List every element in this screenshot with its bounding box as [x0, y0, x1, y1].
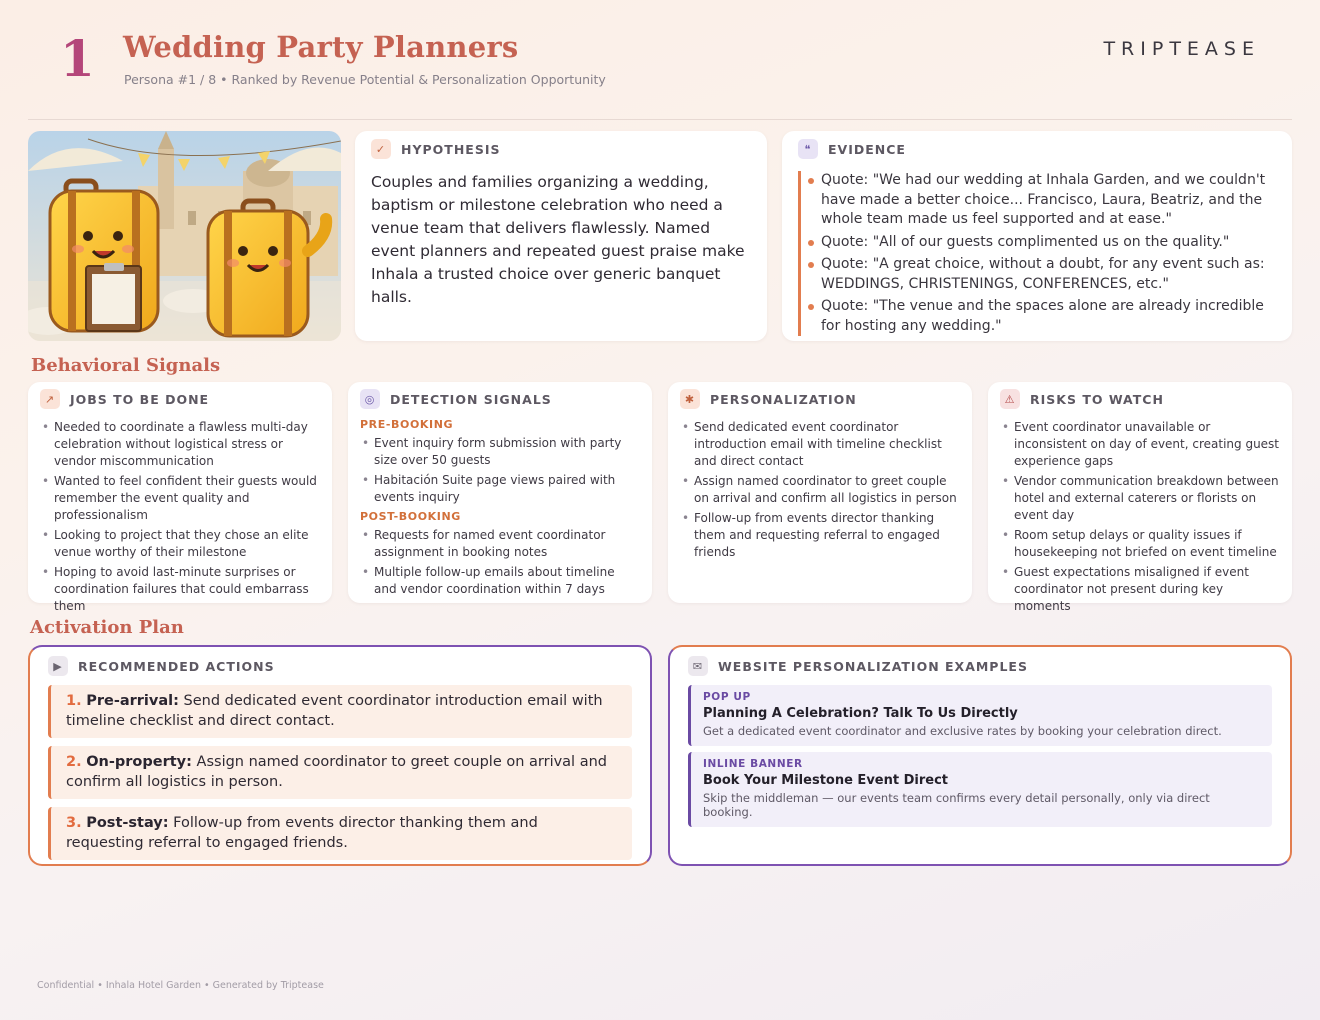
actions-heading: ▶ RECOMMENDED ACTIONS	[48, 656, 632, 676]
quote-icon: ❝	[798, 139, 818, 159]
jobs-list	[40, 419, 320, 615]
personalization-heading: ✱ PERSONALIZATION	[680, 389, 960, 409]
evidence-card	[782, 131, 1292, 341]
pre-booking-label: PRE-BOOKING	[360, 418, 454, 431]
personalization-list	[680, 419, 960, 561]
page-subtitle: Persona #1 / 8 • Ranked by Revenue Potential & Personalization Opportunity	[124, 72, 606, 87]
web-example	[688, 752, 1272, 827]
hypothesis-card	[355, 131, 767, 341]
brand-logo: TRIPTEASE	[1103, 38, 1260, 60]
envelope-icon: ✉	[688, 656, 708, 676]
evidence-heading: ❝ EVIDENCE	[798, 139, 1276, 159]
hypothesis-text: Couples and families organizing a wedding, baptism or milestone celebration who need a venue team that delivers flawlessly. Named event planners and repeated guest praise make Inhala a trusted choice over generic banquet halls.	[371, 173, 745, 306]
risks-heading: ⚠ RISKS TO WATCH	[1000, 389, 1280, 409]
list-item: • Guest expectations misaligned if event coordinator not present during key moments	[1000, 564, 1280, 615]
activation-plan-title: Activation Plan	[30, 617, 184, 638]
list-item: • Assign named coordinator to greet couple on arrival and confirm all logistics in person	[680, 473, 960, 507]
web-example-desc: Get a dedicated event coordinator and exclusive rates by booking your celebration direct.	[703, 724, 1222, 738]
recommended-actions-card	[28, 645, 652, 866]
list-item: • Multiple follow-up emails about timeline and vendor coordination within 7 days	[360, 564, 640, 598]
website-personalization-card	[668, 645, 1292, 866]
web-example-desc: Skip the middleman — our events team confirms every detail personally, only via direct booking.	[703, 791, 1210, 819]
risks-list	[1000, 419, 1280, 615]
list-item: • Event inquiry form submission with party size over 50 guests	[360, 435, 640, 469]
detection-heading: ◎ DETECTION SIGNALS	[360, 389, 640, 409]
persona-illustration	[28, 131, 341, 341]
sparkle-icon: ✱	[680, 389, 700, 409]
evidence-quote: Quote: "The venue and the spaces alone are already incredible for hosting any wedding."	[821, 297, 1276, 336]
evidence-quote: Quote: "A great choice, without a doubt, for any event such as: WEDDINGS, CHRISTENINGS, CONFERENCES, etc."	[821, 255, 1276, 294]
jobs-heading: ↗ JOBS TO BE DONE	[40, 389, 320, 409]
list-item: • Hoping to avoid last-minute surprises or coordination failures that could embarrass them	[40, 564, 320, 615]
target-icon: ◎	[360, 389, 380, 409]
arrow-up-right-icon: ↗	[40, 389, 60, 409]
page-footer: Confidential • Inhala Hotel Garden • Generated by Triptease	[37, 980, 324, 991]
page-title: Wedding Party Planners	[123, 30, 519, 64]
suitcase-mascots-illustration	[28, 131, 341, 341]
post-booking-label: POST-BOOKING	[360, 510, 461, 523]
web-example-type: POP UP	[703, 691, 751, 703]
risks-card	[988, 382, 1292, 613]
web-examples-heading: ✉ WEBSITE PERSONALIZATION EXAMPLES	[688, 656, 1272, 676]
action-item: 2. On-property: Assign named coordinator to greet couple on arrival and confirm all logistics in person.	[48, 746, 632, 799]
page-header	[28, 26, 1292, 120]
evidence-quote: Quote: "We had our wedding at Inhala Garden, and we couldn't have made a better choice... Francisco, Laura, Beatriz, and the whole team made us feel supported and at ease."	[821, 171, 1276, 230]
behavioral-signals-title: Behavioral Signals	[31, 355, 221, 376]
evidence-quotes	[798, 171, 1276, 336]
persona-number: 1	[60, 29, 95, 88]
personalization-card	[668, 382, 972, 603]
list-item: • Event coordinator unavailable or inconsistent on day of event, creating guest experience gaps	[1000, 419, 1280, 470]
list-item: • Wanted to feel confident their guests would remember the event quality and professionalism	[40, 473, 320, 524]
evidence-quote: Quote: "All of our guests complimented us on the quality."	[821, 233, 1276, 253]
web-example	[688, 685, 1272, 746]
web-example-title: Book Your Milestone Event Direct	[703, 773, 948, 788]
check-icon: ✓	[371, 139, 391, 159]
list-item: • Looking to project that they chose an elite venue worthy of their milestone	[40, 527, 320, 561]
action-item: 3. Post-stay: Follow-up from events director thanking them and requesting referral to engaged friends.	[48, 807, 632, 860]
detection-card	[348, 382, 652, 603]
web-example-title: Planning A Celebration? Talk To Us Directly	[703, 706, 1018, 721]
list-item: • Vendor communication breakdown between hotel and external caterers or florists on event day	[1000, 473, 1280, 524]
play-icon: ▶	[48, 656, 68, 676]
pre-booking-list	[360, 435, 640, 506]
list-item: • Requests for named event coordinator assignment in booking notes	[360, 527, 640, 561]
list-item: • Needed to coordinate a flawless multi-day celebration without logistical stress or vendor miscommunication	[40, 419, 320, 470]
list-item: • Room setup delays or quality issues if housekeeping not briefed on event timeline	[1000, 527, 1280, 561]
warning-icon: ⚠	[1000, 389, 1020, 409]
jobs-card	[28, 382, 332, 613]
post-booking-list	[360, 527, 640, 598]
web-example-type: INLINE BANNER	[703, 758, 803, 770]
action-item: 1. Pre-arrival: Send dedicated event coordinator introduction email with timeline checklist and direct contact.	[48, 685, 632, 738]
hypothesis-heading: ✓ HYPOTHESIS	[371, 139, 751, 159]
list-item: • Follow-up from events director thanking them and requesting referral to engaged friends	[680, 510, 960, 561]
list-item: • Habitación Suite page views paired with events inquiry	[360, 472, 640, 506]
list-item: • Send dedicated event coordinator introduction email with timeline checklist and direct contact	[680, 419, 960, 470]
